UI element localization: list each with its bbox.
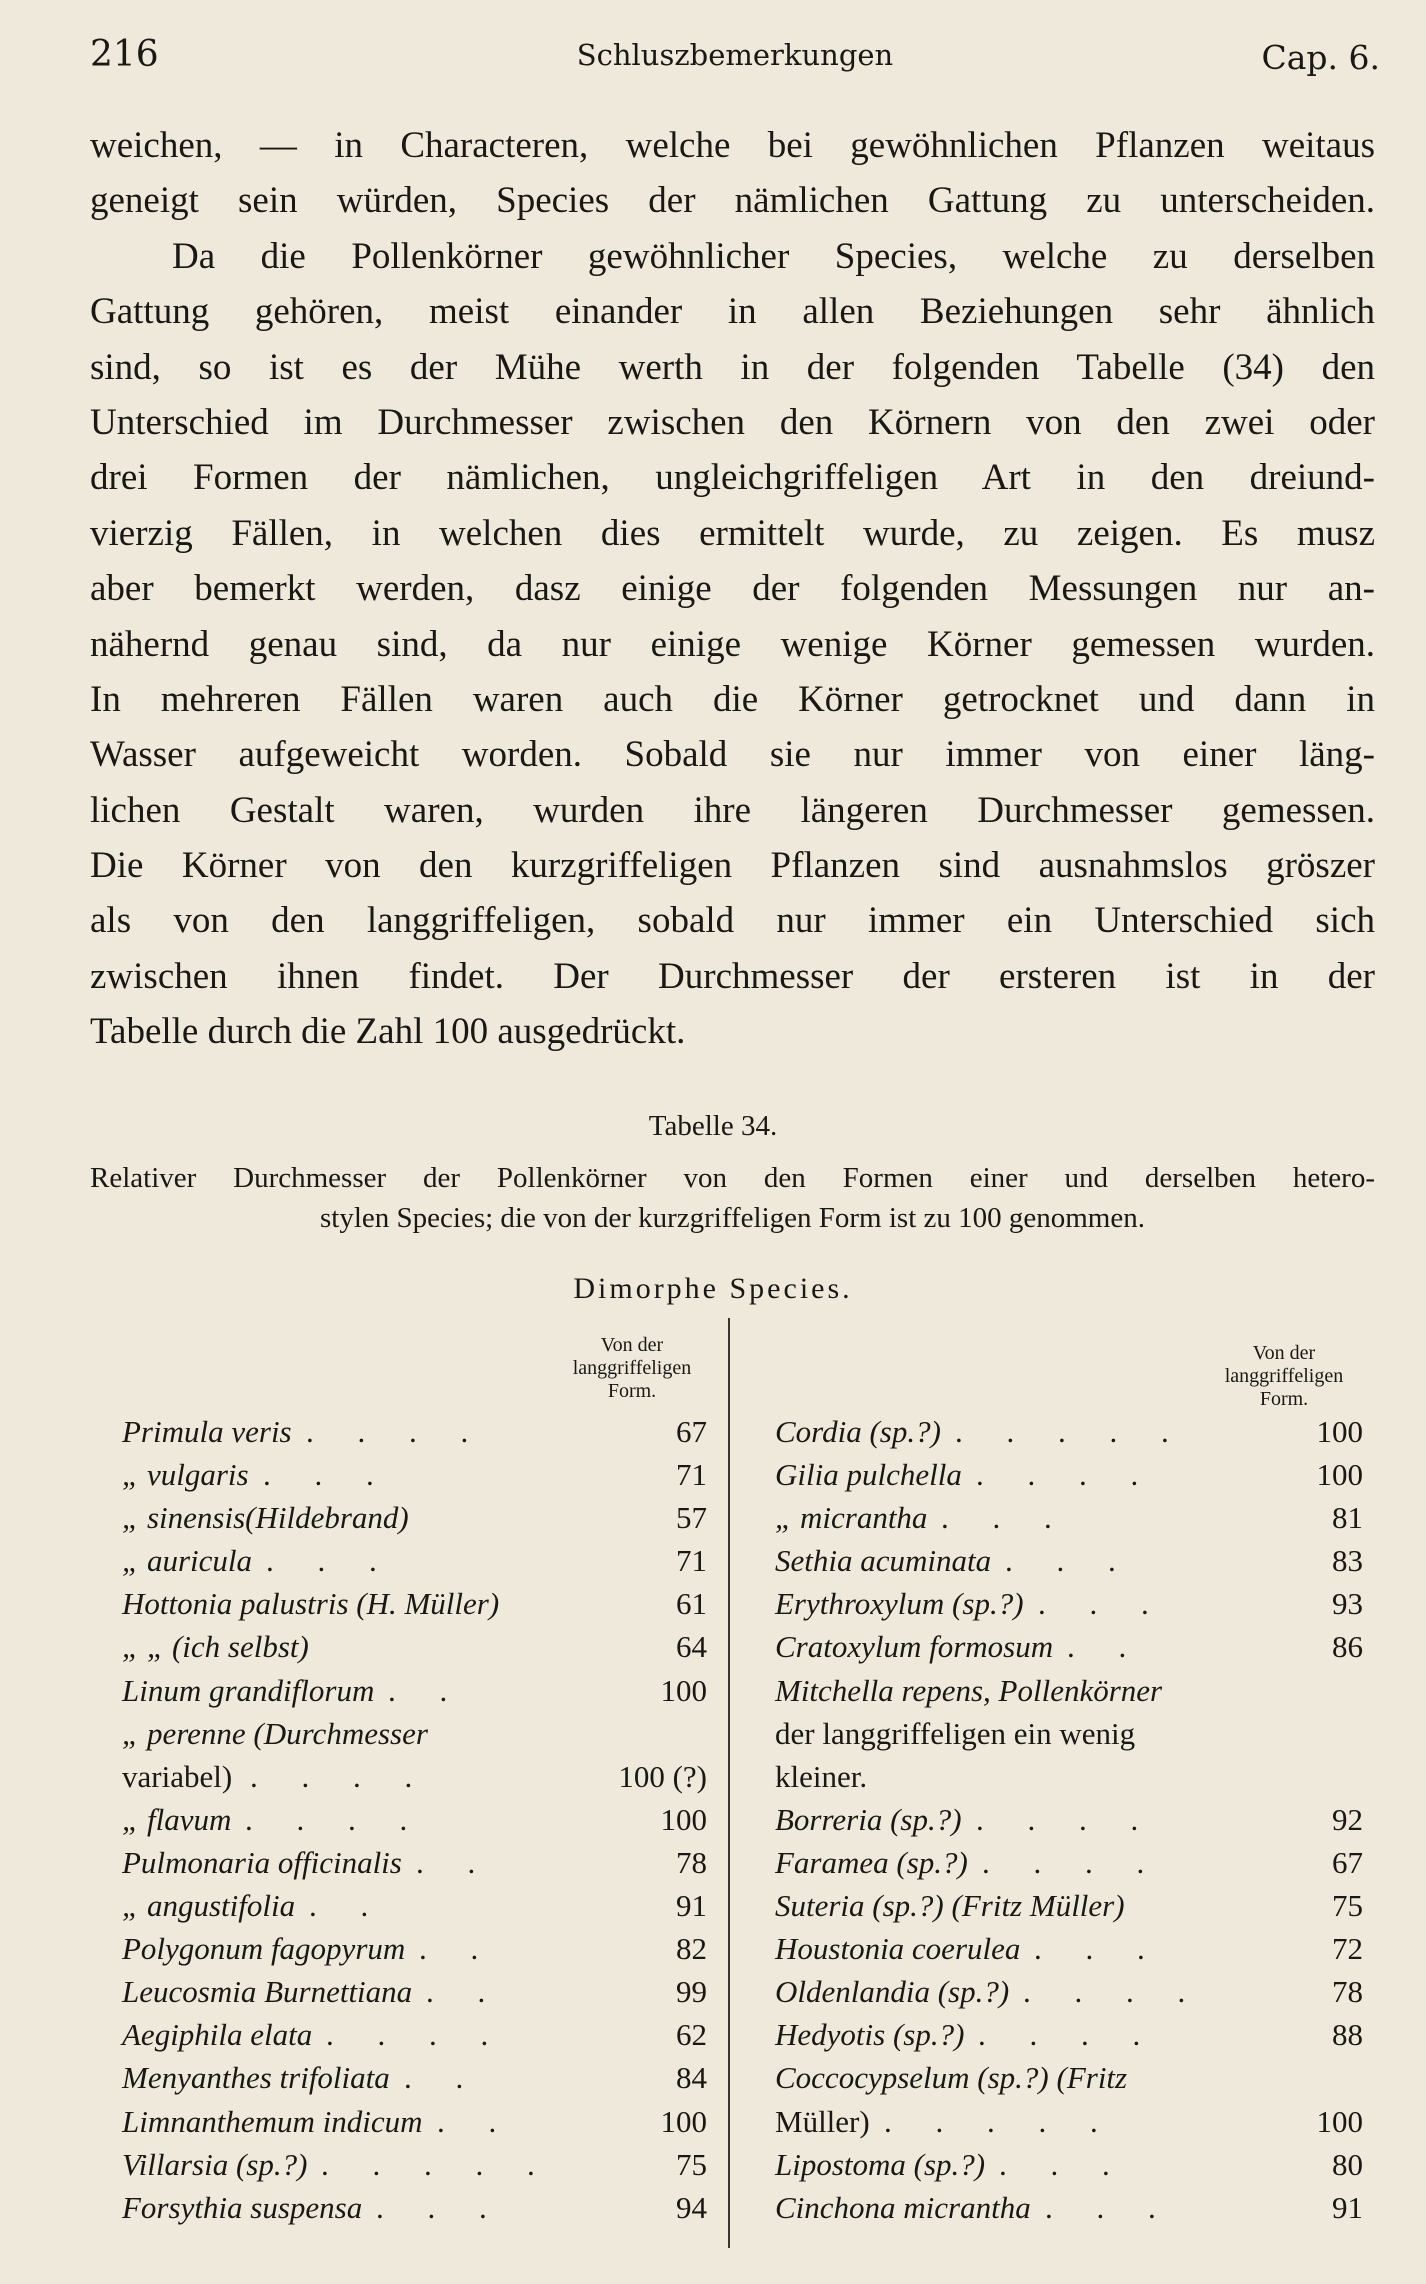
- column-header-text: langgriffeligen: [572, 1357, 692, 1379]
- table-row: [122, 2056, 707, 2099]
- body-paragraph: [90, 118, 1375, 1060]
- text-line: Gattung gehören, meist einander in allen Beziehungen sehr ähnlich: [90, 291, 1375, 333]
- pollen-diameter-value: 75: [676, 2146, 707, 2182]
- species-name: Menyanthes trifoliata: [122, 2060, 390, 2096]
- pollen-diameter-value: 75: [1332, 1888, 1363, 1924]
- species-name: Villarsia (sp.?): [122, 2146, 308, 2182]
- species-name: „ micrantha: [775, 1500, 928, 1536]
- species-name: „ auricula: [122, 1543, 253, 1579]
- table-row: [775, 2056, 1375, 2099]
- table-row: [775, 1927, 1375, 1970]
- chapter-label: Cap. 6.: [1261, 38, 1380, 77]
- pollen-diameter-value: 62: [676, 2017, 707, 2053]
- table-row: [122, 1625, 707, 1668]
- species-name: Hedyotis (sp.?): [775, 2017, 965, 2053]
- table-row: [775, 1539, 1375, 1582]
- table-row: [122, 1970, 707, 2013]
- species-name: Lipostoma (sp.?): [775, 2146, 986, 2182]
- table-row: [122, 1582, 707, 1625]
- table-row: [775, 2186, 1375, 2229]
- table-row: [775, 1841, 1375, 1884]
- pollen-diameter-value: 82: [676, 1931, 707, 1967]
- table-title: Tabelle 34.: [648, 1110, 778, 1142]
- leader-dots: . . . .: [306, 1414, 487, 1449]
- species-name: Polygonum fagopyrum: [122, 1931, 406, 1967]
- leader-dots: . . .: [266, 1543, 395, 1579]
- leader-dots: . .: [437, 2103, 515, 2139]
- leader-dots: . .: [416, 1844, 494, 1880]
- pollen-diameter-value: 100: [660, 1801, 707, 1837]
- pollen-diameter-value: 86: [1332, 1629, 1363, 1665]
- species-name: Oldenlandia (sp.?): [775, 1974, 1010, 2010]
- pollen-diameter-value: 91: [1332, 2189, 1363, 2225]
- pollen-diameter-value: 100: [660, 2103, 707, 2139]
- pollen-diameter-value: 80: [1332, 2146, 1363, 2182]
- species-name: Müller): [775, 2103, 870, 2139]
- table-row: [775, 1798, 1375, 1841]
- text-line: In mehreren Fällen waren auch die Körner getrocknet und dann in: [90, 678, 1375, 720]
- leader-dots: . . . . .: [321, 2146, 553, 2182]
- leader-dots: . .: [426, 1974, 504, 2010]
- pollen-diameter-value: 81: [1332, 1500, 1363, 1536]
- species-name: Gilia pulchella: [775, 1457, 962, 1493]
- table-row: [122, 2143, 707, 2186]
- table-row: [122, 1712, 707, 1755]
- table-row: [122, 1539, 707, 1582]
- table-row: [775, 1712, 1375, 1755]
- leader-dots: . . .: [376, 2189, 505, 2225]
- leader-dots: . . . . .: [955, 1414, 1187, 1449]
- table-row: [775, 1496, 1375, 1539]
- table-row: [122, 1798, 707, 1841]
- table-row: [775, 1582, 1375, 1625]
- column-header-text: Von der: [600, 1334, 664, 1356]
- leader-dots: . . . .: [982, 1844, 1163, 1880]
- text-line: sind, so ist es der Mühe werth in der folgenden Tabelle (34) den: [90, 346, 1375, 388]
- pollen-diameter-value: 88: [1332, 2017, 1363, 2053]
- pollen-diameter-value: 100: [1316, 1457, 1363, 1493]
- text-line: vierzig Fällen, in welchen dies ermittelt wurde, zu zeigen. Es musz: [90, 512, 1375, 554]
- pollen-diameter-value: 94: [676, 2189, 707, 2225]
- pollen-diameter-value: 72: [1332, 1931, 1363, 1967]
- species-name: Hottonia palustris (H. Müller): [122, 1586, 500, 1622]
- text-line: nähernd genau sind, da nur einige wenige Körner gemessen wurden.: [90, 623, 1375, 665]
- leader-dots: . . .: [263, 1457, 392, 1493]
- text-line: lichen Gestalt waren, wurden ihre längeren Durchmesser gemessen.: [90, 789, 1375, 831]
- table-row: [775, 2013, 1375, 2056]
- table-row: [122, 1453, 707, 1496]
- text-line: als von den langgriffeligen, sobald nur immer ein Unterschied sich: [90, 900, 1375, 942]
- column-divider: [728, 1318, 730, 2248]
- pollen-diameter-value: 67: [676, 1414, 707, 1449]
- species-name: Mitchella repens, Pollenkörner: [775, 1672, 1163, 1708]
- pollen-diameter-value: 61: [676, 1586, 707, 1622]
- leader-dots: . . . .: [978, 2017, 1159, 2053]
- species-name: Linum grandiflorum: [122, 1672, 375, 1708]
- pollen-diameter-value: 100: [660, 1672, 707, 1708]
- text-line: geneigt sein würden, Species der nämlichen Gattung zu unterscheiden.: [90, 180, 1375, 222]
- species-name: Suteria (sp.?) (Fritz Müller): [775, 1888, 1125, 1924]
- species-name: Sethia acuminata: [775, 1543, 992, 1579]
- text-line: Da die Pollenkörner gewöhnlicher Species, welche zu derselben: [172, 235, 1375, 277]
- species-name: Aegiphila elata: [122, 2017, 313, 2053]
- pollen-diameter-value: 78: [1332, 1974, 1363, 2010]
- table-row: [775, 1669, 1375, 1712]
- species-name: Coccocypselum (sp.?) (Fritz: [775, 2060, 1128, 2096]
- column-header-text: Form.: [1259, 1388, 1309, 1410]
- table-row: [775, 2143, 1375, 2186]
- species-name: Erythroxylum (sp.?): [775, 1586, 1024, 1622]
- pollen-diameter-value: 67: [1332, 1844, 1363, 1880]
- table-row: [122, 2013, 707, 2056]
- species-name: Forsythia suspensa: [122, 2189, 363, 2225]
- table-row: [775, 1410, 1375, 1453]
- table-column-left: [122, 1410, 707, 2229]
- pollen-diameter-value: 71: [676, 1543, 707, 1579]
- species-name: variabel): [122, 1758, 233, 1794]
- text-line: Wasser aufgeweicht worden. Sobald sie nur immer von einer läng-: [90, 734, 1375, 776]
- table-row: [122, 1496, 707, 1539]
- table-column-right: [775, 1410, 1375, 2229]
- species-name: „ vulgaris: [122, 1457, 249, 1493]
- leader-dots: . . . .: [976, 1457, 1157, 1493]
- text-line: drei Formen der nämlichen, ungleichgriffeligen Art in den dreiund-: [90, 457, 1375, 499]
- species-name: kleiner.: [775, 1758, 868, 1794]
- pollen-diameter-value: 93: [1332, 1586, 1363, 1622]
- species-name: Houstonia coerulea: [775, 1931, 1021, 1967]
- leader-dots: . . .: [1034, 1931, 1163, 1967]
- species-name: Limnanthemum indicum: [122, 2103, 423, 2139]
- pollen-diameter-value: 57: [676, 1500, 707, 1536]
- column-header-left: [532, 1334, 732, 1403]
- table-row: [775, 1970, 1375, 2013]
- table-row: [775, 1625, 1375, 1668]
- species-name: „ flavum: [122, 1801, 232, 1837]
- leader-dots: . .: [419, 1931, 497, 1967]
- species-name: der langgriffeligen ein wenig: [775, 1715, 1136, 1751]
- text-line: Unterschied im Durchmesser zwischen den Körnern von den zwei oder: [90, 401, 1375, 443]
- text-line: zwischen ihnen findet. Der Durchmesser der ersteren ist in der: [90, 955, 1375, 997]
- pollen-diameter-value: 100: [1316, 1414, 1363, 1449]
- species-name: „ sinensis(Hildebrand): [122, 1500, 409, 1536]
- leader-dots: . . . .: [245, 1801, 426, 1837]
- leader-dots: . . . .: [250, 1758, 431, 1794]
- species-name: Primula veris: [122, 1414, 292, 1449]
- species-name: „ angustifolia: [122, 1888, 296, 1924]
- table-row: [122, 2186, 707, 2229]
- column-header-right: [1184, 1342, 1384, 1411]
- pollen-diameter-value: 78: [676, 1844, 707, 1880]
- pollen-diameter-value: 64: [676, 1629, 707, 1665]
- table-caption: [90, 1158, 1375, 1238]
- running-title: Schluszbemerkungen: [576, 38, 894, 72]
- leader-dots: . . .: [1045, 2189, 1174, 2225]
- species-name: „ perenne (Durchmesser: [122, 1715, 428, 1751]
- table-row: [122, 1410, 707, 1453]
- pollen-diameter-value: 84: [676, 2060, 707, 2096]
- table-section-heading: Dimorphe Species.: [573, 1272, 853, 1305]
- leader-dots: . . .: [941, 1500, 1070, 1536]
- pollen-diameter-value: 71: [676, 1457, 707, 1493]
- leader-dots: . .: [1067, 1629, 1145, 1665]
- text-line: Die Körner von den kurzgriffeligen Pflanzen sind ausnahmslos gröszer: [90, 845, 1375, 887]
- leader-dots: . . .: [999, 2146, 1128, 2182]
- species-name: Borreria (sp.?): [775, 1801, 962, 1837]
- text-line: aber bemerkt werden, dasz einige der folgenden Messungen nur an-: [90, 568, 1375, 610]
- table-row: [122, 1755, 707, 1798]
- page-header: [90, 34, 1380, 84]
- column-header-text: Form.: [607, 1380, 657, 1402]
- text-line: Tabelle durch die Zahl 100 ausgedrückt.: [90, 1011, 686, 1053]
- column-header-text: Von der: [1252, 1342, 1316, 1364]
- page-number: 216: [90, 34, 159, 75]
- leader-dots: . . . .: [326, 2017, 507, 2053]
- table-row: [122, 1841, 707, 1884]
- species-name: Cordia (sp.?): [775, 1414, 941, 1449]
- table-row: [775, 2100, 1375, 2143]
- leader-dots: . .: [404, 2060, 482, 2096]
- pollen-diameter-value: 99: [676, 1974, 707, 2010]
- leader-dots: . . . .: [976, 1801, 1157, 1837]
- pollen-diameter-value: 100: [1316, 2103, 1363, 2139]
- table-row: [775, 1755, 1375, 1798]
- species-name: Leucosmia Burnettiana: [122, 1974, 413, 2010]
- pollen-diameter-value: 91: [676, 1888, 707, 1924]
- column-header-text: langgriffeligen: [1224, 1365, 1344, 1387]
- pollen-diameter-value: 83: [1332, 1543, 1363, 1579]
- leader-dots: . .: [309, 1888, 387, 1924]
- pollen-diameter-value: 100 (?): [618, 1758, 707, 1794]
- table-row: [122, 1927, 707, 1970]
- leader-dots: . . . . .: [884, 2103, 1116, 2139]
- text-line: weichen, — in Characteren, welche bei gewöhnlichen Pflanzen weitaus: [90, 125, 1375, 166]
- table-row: [122, 2100, 707, 2143]
- species-name: „ „ (ich selbst): [122, 1629, 309, 1665]
- pollen-diameter-value: 92: [1332, 1801, 1363, 1837]
- species-name: Cinchona micrantha: [775, 2189, 1031, 2225]
- table-row: [775, 1453, 1375, 1496]
- table-row: [122, 1669, 707, 1712]
- table-row: [775, 1884, 1375, 1927]
- table-caption-line: stylen Species; die von der kurzgriffeligen Form ist zu 100 genommen.: [320, 1202, 1145, 1234]
- leader-dots: . . .: [1038, 1586, 1167, 1622]
- species-name: Cratoxylum formosum: [775, 1629, 1054, 1665]
- leader-dots: . . . .: [1023, 1974, 1204, 2010]
- leader-dots: . .: [388, 1672, 466, 1708]
- species-name: Pulmonaria officinalis: [122, 1844, 402, 1880]
- table-caption-line: Relativer Durchmesser der Pollenkörner von den Formen einer und derselben hetero-: [90, 1162, 1375, 1194]
- species-name: Faramea (sp.?): [775, 1844, 968, 1880]
- table-row: [122, 1884, 707, 1927]
- leader-dots: . . .: [1005, 1543, 1134, 1579]
